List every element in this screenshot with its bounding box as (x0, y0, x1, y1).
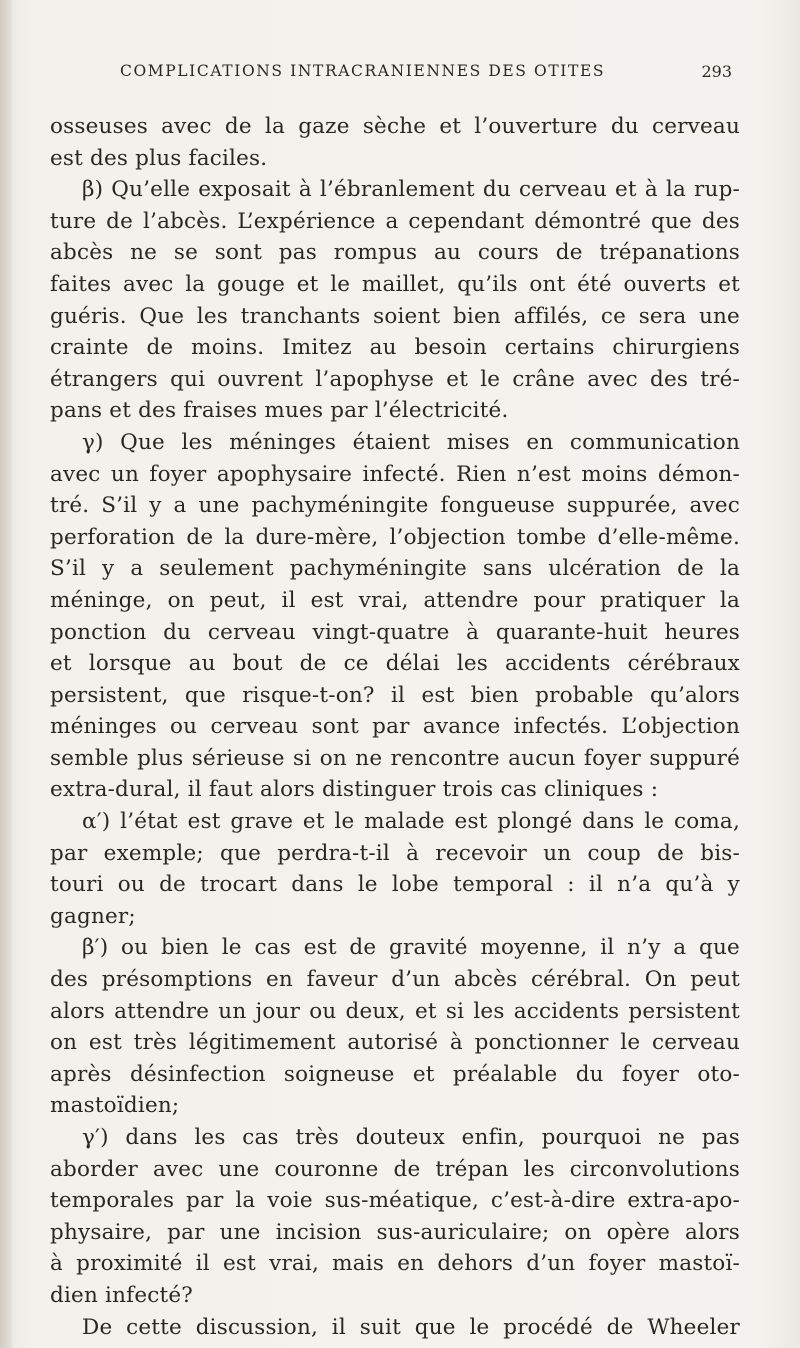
text-line: méninges ou cerveau sont par avance infectés. L’objection (50, 714, 740, 740)
text-line: guéris. Que les tranchants soient bien affilés, ce sera une (50, 303, 740, 329)
text-line: semble plus sérieuse si on ne rencontre aucun foyer suppuré (50, 745, 740, 771)
text-line: physaire, par une incision sus-auriculaire; on opère alors (50, 1219, 740, 1245)
text-line: perforation de la dure-mère, l’objection tombe d’elle-même. (50, 524, 740, 550)
text-line: γ) Que les méninges étaient mises en communication (82, 429, 740, 455)
text-line: osseuses avec de la gaze sèche et l’ouverture du cerveau (50, 114, 740, 139)
text-line: par exemple; que perdra-t-il à recevoir un coup de bis- (50, 840, 740, 866)
text-line: alors attendre un jour ou deux, et si les accidents persistent (50, 998, 740, 1024)
text-line: dien infecté? (50, 1282, 193, 1308)
text-line: étrangers qui ouvrent l’apophyse et le crâne avec des tré- (50, 366, 740, 392)
text-line: touri ou de trocart dans le lobe temporal : il n’a qu’à y (50, 872, 740, 898)
text-line: β′) ou bien le cas est de gravité moyenne, il n’y a que (82, 935, 740, 961)
text-line: crainte de moins. Imitez au besoin certains chirurgiens (50, 335, 740, 361)
text-line: S’il y a seulement pachyméningite sans ulcération de la (50, 556, 740, 582)
page-number: 293 (701, 62, 732, 81)
text-line: De cette discussion, il suit que le procédé de Wheeler (82, 1314, 740, 1340)
text-line: méninge, on peut, il est vrai, attendre pour pratiquer la (50, 587, 740, 613)
text-line: avec un foyer apophysaire infecté. Rien n’est moins démon- (50, 461, 740, 487)
text-line: mastoïdien; (50, 1093, 180, 1119)
text-line: β) Qu’elle exposait à l’ébranlement du cerveau et à la rup- (82, 177, 740, 203)
text-line: après désinfection soigneuse et préalable du foyer oto- (50, 1061, 740, 1087)
body-text (50, 111, 740, 1343)
text-line: et lorsque au bout de ce délai les accidents cérébraux (50, 651, 740, 677)
text-line: tré. S’il y a une pachyméningite fongueuse suppurée, avec (50, 493, 740, 519)
page-header (60, 62, 740, 86)
running-title: COMPLICATIONS INTRACRANIENNES DES OTITES (120, 62, 606, 80)
text-line: α′) l’état est grave et le malade est plongé dans le coma, (82, 809, 740, 835)
text-line: ture de l’abcès. L’expérience a cependant démontré que des (50, 208, 740, 234)
text-line: gagner; (50, 903, 136, 929)
page-binding-edge (0, 0, 12, 1348)
text-line: est des plus faciles. (50, 145, 268, 171)
text-line: à proximité il est vrai, mais en dehors d’un foyer mastoï- (50, 1251, 740, 1277)
text-line: pans et des fraises mues par l’électricité. (50, 398, 509, 424)
text-line: abcès ne se sont pas rompus au cours de trépanations (50, 240, 740, 266)
text-line: on est très légitimement autorisé à ponctionner le cerveau (50, 1030, 740, 1056)
text-line: extra-dural, il faut alors distinguer trois cas cliniques : (50, 777, 659, 803)
text-line: persistent, que risque-t-on? il est bien probable qu’alors (50, 682, 740, 708)
text-line: ponction du cerveau vingt-quatre à quarante-huit heures (50, 619, 740, 645)
text-line: γ′) dans les cas très douteux enfin, pourquoi ne pas (82, 1125, 740, 1150)
text-line: temporales par la voie sus-méatique, c’est-à-dire extra-apo- (50, 1188, 740, 1214)
text-line: faites avec la gouge et le maillet, qu’ils ont été ouverts et (50, 271, 740, 297)
text-line: des présomptions en faveur d’un abcès cérébral. On peut (50, 967, 740, 993)
text-line: aborder avec une couronne de trépan les circonvolutions (50, 1156, 740, 1182)
